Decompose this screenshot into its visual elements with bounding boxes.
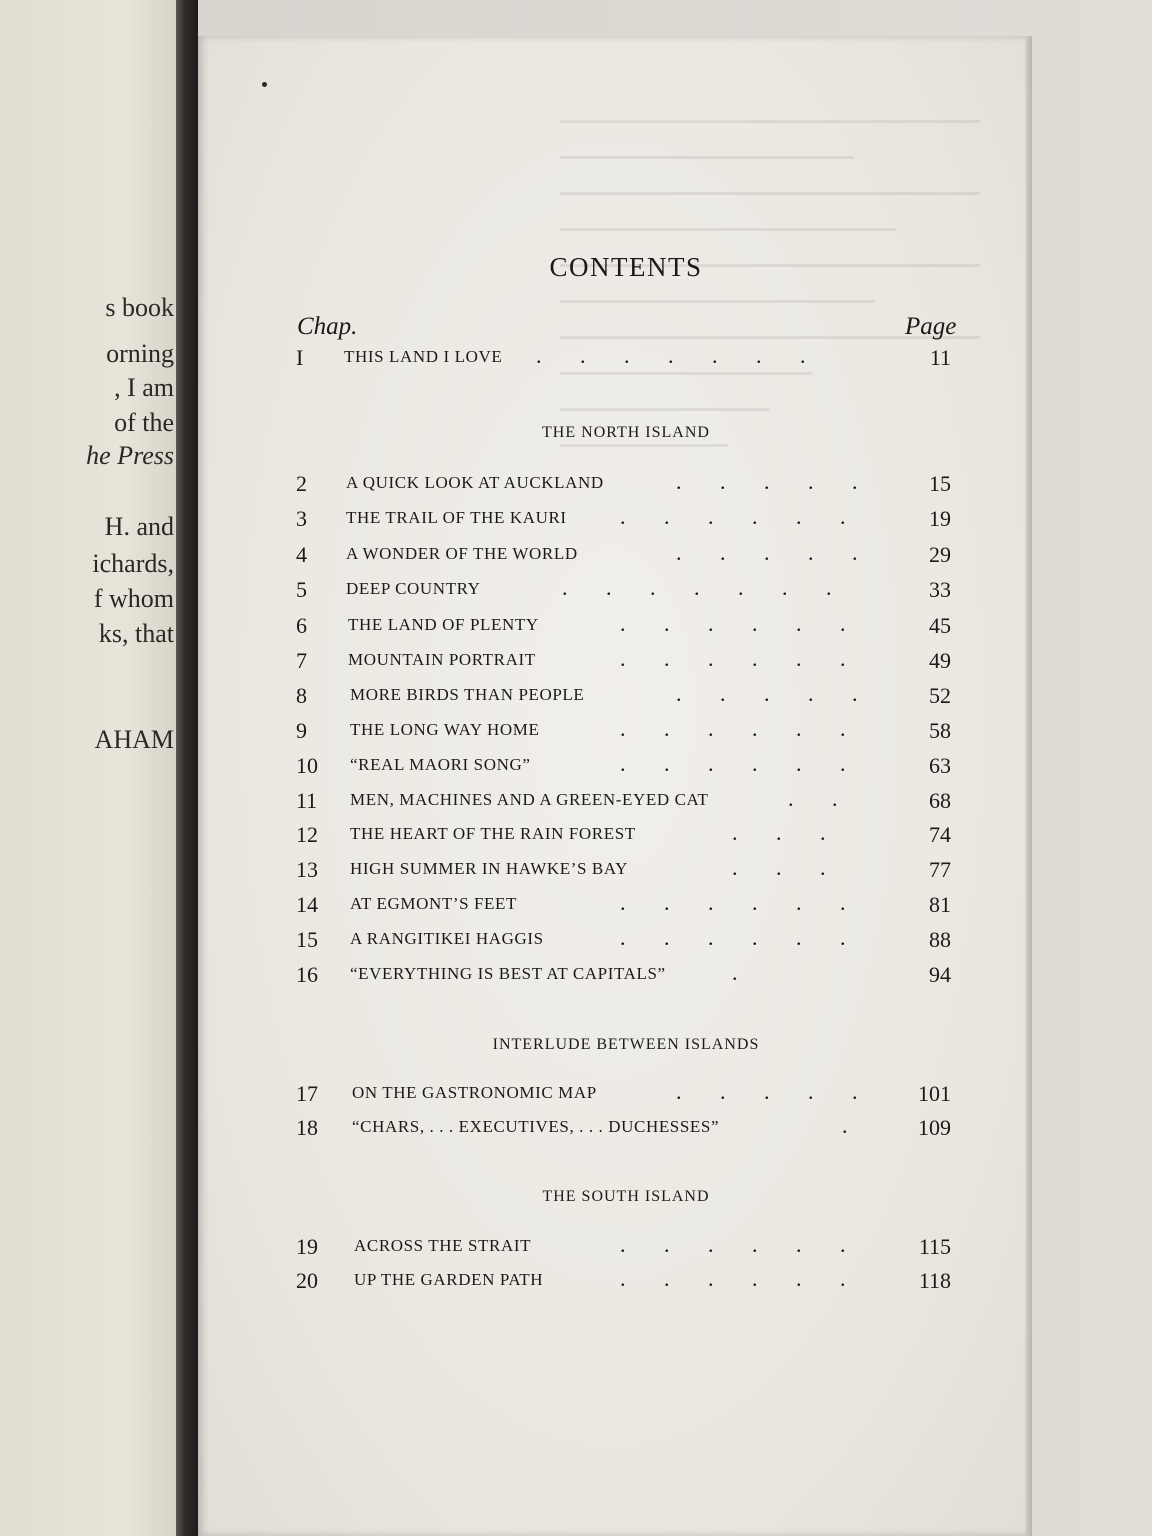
page-number: 11 [929,345,951,370]
leader-dots: . . . [732,820,826,845]
leader-dots: . . . [732,855,826,880]
chapter-number: I [296,345,304,370]
chapter-number: 3 [296,506,307,531]
leader-dots: . . . . . [676,1079,858,1104]
leader-dots: . . . . . . [620,611,846,636]
page-number: 74 [929,822,951,847]
chapter-title: “CHARS, . . . EXECUTIVES, . . . DUCHESSES” [352,1117,720,1136]
chapter-number: 13 [296,857,318,882]
page-number: 109 [918,1115,951,1140]
chapter-title: THE LONG WAY HOME [350,720,540,739]
chapter-number: 19 [296,1234,318,1259]
page-number: 19 [929,506,951,531]
leader-dots: . . [788,786,838,811]
page-column-label: Page [905,313,957,340]
chapter-number: 6 [296,613,307,638]
chapter-title: UP THE GARDEN PATH [354,1270,544,1289]
page-number: 115 [918,1234,951,1259]
left-page-line: ks, that [98,619,174,648]
toc-entry [0,540,1152,576]
toc-entry [0,1079,1152,1115]
left-page-line: f whom [93,584,174,613]
chapter-title: “EVERYTHING IS BEST AT CAPITALS” [350,964,666,983]
left-page-line: he Press [86,441,174,470]
chapter-number: 10 [296,753,318,778]
leader-dots: . . . . . . [620,751,846,776]
toc-entry [0,575,1152,611]
chapter-title: AT EGMONT’S FEET [350,894,518,913]
page-number: 77 [929,857,951,882]
chapter-title: A RANGITIKEI HAGGIS [350,929,544,948]
left-page-line: H. and [104,512,174,541]
toc-entry [0,343,1152,379]
page-number: 88 [929,927,951,952]
page-title: CONTENTS [549,252,703,282]
toc-entry [0,751,1152,787]
leader-dots: . . . . . . [620,1232,846,1257]
page-number: 15 [929,471,951,496]
chapter-title: A WONDER OF THE WORLD [346,544,578,563]
page-number: 63 [929,753,951,778]
left-page-line: s book [105,293,174,322]
leader-dots: . . . . . . . [536,343,806,368]
toc-entry [0,1113,1152,1149]
leader-dots: . . . . . . [620,925,846,950]
left-page-line: , I am [114,373,174,402]
chapter-number: 14 [296,892,318,917]
chapter-number: 12 [296,822,318,847]
page-number: 58 [929,718,951,743]
page-number: 94 [929,962,951,987]
chapter-title: A QUICK LOOK AT AUCKLAND [346,473,604,492]
left-page-line: orning [106,339,174,368]
chapter-number: 18 [296,1115,318,1140]
toc-entry [0,890,1152,926]
chapter-number: 5 [296,577,307,602]
chapter-number: 20 [296,1268,318,1293]
ink-speck [262,82,267,87]
chapter-title: HIGH SUMMER IN HAWKE’S BAY [350,859,629,878]
leader-dots: . . . . . [676,540,858,565]
chapter-number: 9 [296,718,307,743]
leader-dots: . [842,1113,848,1138]
toc-entry [0,681,1152,717]
chapter-number: 4 [296,542,307,567]
page-number: 52 [929,683,951,708]
leader-dots: . . . . . [676,681,858,706]
chapter-title: MOUNTAIN PORTRAIT [348,650,536,669]
chapter-number: 15 [296,927,318,952]
page-number: 29 [929,542,951,567]
leader-dots: . . . . . . [620,1266,846,1291]
page-number: 101 [918,1081,951,1106]
toc-entry [0,1266,1152,1302]
leader-dots: . [732,960,738,985]
toc-entry [0,855,1152,891]
toc-entry [0,925,1152,961]
chapter-title: ACROSS THE STRAIT [354,1236,532,1255]
chapter-number: 17 [296,1081,318,1106]
toc-entry [0,504,1152,540]
toc-entry [0,1232,1152,1268]
chapter-number: 7 [296,648,307,673]
toc-entry [0,716,1152,752]
left-page-line: AHAM [94,725,174,754]
section-heading: INTERLUDE BETWEEN ISLANDS [492,1036,760,1053]
chapter-title: THE LAND OF PLENTY [348,615,539,634]
leader-dots: . . . . . . [620,504,846,529]
chapter-column-label: Chap. [297,313,358,340]
chapter-number: 2 [296,471,307,496]
left-page-line: of the [114,408,174,437]
chapter-title: ON THE GASTRONOMIC MAP [352,1083,597,1102]
chapter-title: MORE BIRDS THAN PEOPLE [350,685,585,704]
chapter-title: THIS LAND I LOVE [344,347,503,366]
chapter-title: “REAL MAORI SONG” [350,755,531,774]
chapter-number: 16 [296,962,318,987]
toc-entry [0,469,1152,505]
page-number: 33 [929,577,951,602]
chapter-number: 11 [296,788,318,813]
page-number: 45 [929,613,951,638]
leader-dots: . . . . . . [620,890,846,915]
leader-dots: . . . . . . [620,716,846,741]
section-heading: THE NORTH ISLAND [542,424,710,441]
leader-dots: . . . . . . . [562,575,832,600]
chapter-title: THE TRAIL OF THE KAURI [346,508,567,527]
page-number: 49 [929,648,951,673]
page-number: 68 [929,788,951,813]
toc-entry [0,786,1152,822]
chapter-title: DEEP COUNTRY [346,579,481,598]
toc-entry [0,611,1152,647]
toc-entry [0,820,1152,856]
leader-dots: . . . . . [676,469,858,494]
page-number: 81 [929,892,951,917]
left-page-line: ichards, [92,549,174,578]
chapter-number: 8 [296,683,307,708]
chapter-title: THE HEART OF THE RAIN FOREST [350,824,636,843]
toc-entry [0,646,1152,682]
toc-entry [0,960,1152,996]
section-heading: THE SOUTH ISLAND [542,1188,710,1205]
page-number: 118 [918,1268,951,1293]
chapter-title: MEN, MACHINES AND A GREEN-EYED CAT [350,790,709,809]
leader-dots: . . . . . . [620,646,846,671]
